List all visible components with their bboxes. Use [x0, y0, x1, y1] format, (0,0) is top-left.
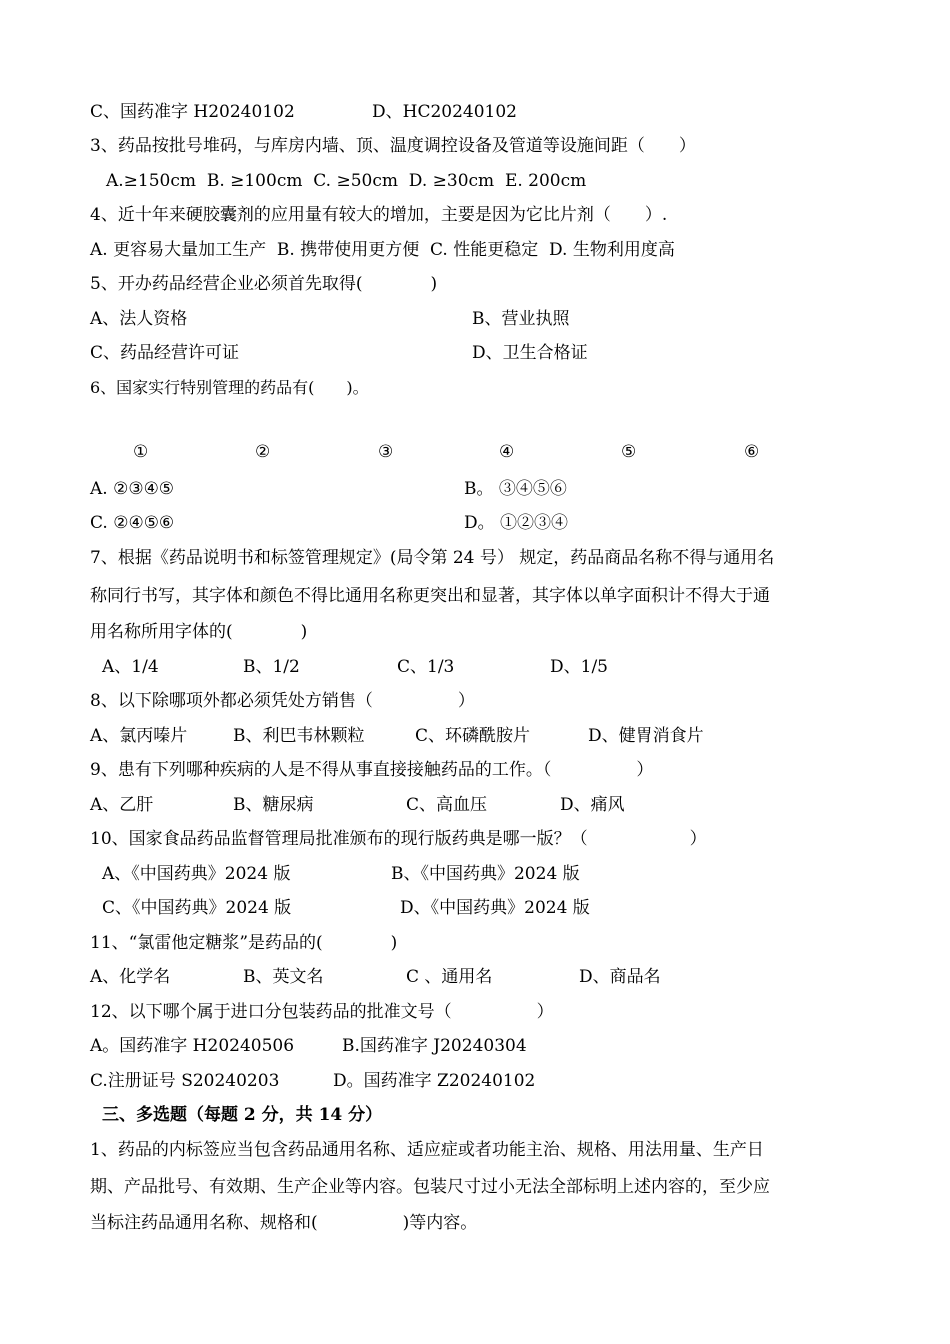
multi-question-1-line-1: 1、药品的内标签应当包含药品通用名称、适应症或者功能主治、规格、用法用量、生产日 [90, 1140, 764, 1160]
question-11-option-b: B、英文名 [243, 967, 324, 987]
question-10-option-a: A、《中国药典》2024 版 [102, 864, 291, 884]
question-9-option-a: A、乙肝 [90, 795, 154, 815]
question-8-option-c: C、环磷酰胺片 [415, 726, 531, 746]
question-6-item-4: ④ [499, 442, 515, 462]
question-6-item-1: ① [133, 442, 149, 462]
question-8: 8、以下除哪项外都必须凭处方销售（ ） [90, 691, 475, 711]
question-6-option-b: B。 ③④⑤⑥ [464, 479, 567, 499]
question-5-option-c: C、药品经营许可证 [90, 343, 240, 363]
question-6: 6、国家实行特别管理的药品有( )。 [90, 378, 369, 397]
question-6-option-d: D。 ①②③④ [464, 513, 569, 533]
question-6-option-a: A. ②③④⑤ [90, 479, 175, 499]
question-12-option-d: D。国药准字 Z20240102 [333, 1071, 536, 1091]
question-3: 3、药品按批号堆码，与库房内墙、顶、温度调控设备及管道等设施间距（ ） [90, 136, 696, 156]
question-6-item-6: ⑥ [744, 442, 760, 462]
question-12-option-c: C.注册证号 S20240203 [90, 1071, 280, 1091]
question-11: 11、“氯雷他定糖浆”是药品的( ) [90, 933, 398, 953]
question-7-line-3: 用名称所用字体的( ) [90, 622, 308, 642]
question-4: 4、近十年来硬胶囊剂的应用量有较大的增加，主要是因为它比片剂（ ）. [90, 205, 668, 225]
question-12-option-b: B.国药准字 J20240304 [342, 1036, 527, 1056]
question-8-option-b: B、利巴韦林颗粒 [233, 726, 365, 746]
question-7-line-2: 称同行书写，其字体和颜色不得比通用名称更突出和显著，其字体以单字面积计不得大于通 [90, 586, 770, 606]
question-4-options: A. 更容易大量加工生产 B. 携带使用更方便 C. 性能更稳定 D. 生物利用度高 [90, 240, 675, 260]
question-12: 12、以下哪个属于进口分包装药品的批准文号（ ） [90, 1002, 554, 1022]
question-9-option-d: D、痛风 [560, 795, 625, 815]
question-12-option-a: A。国药准字 H20240506 [90, 1036, 295, 1056]
question-6-option-c: C. ②④⑤⑥ [90, 513, 175, 533]
question-9-option-c: C、高血压 [406, 795, 488, 815]
option-d: D、HC20240102 [372, 102, 517, 122]
question-9-option-b: B、糖尿病 [233, 795, 314, 815]
question-9: 9、患有下列哪种疾病的人是不得从事直接接触药品的工作。（ ） [90, 760, 654, 780]
question-7-option-d: D、1/5 [550, 657, 608, 677]
question-11-option-c: C 、通用名 [406, 967, 493, 987]
question-11-option-d: D、商品名 [579, 967, 661, 987]
question-6-item-2: ② [255, 442, 271, 462]
multi-question-1-line-3: 当标注药品通用名称、规格和( )等内容。 [90, 1213, 478, 1233]
question-7-option-b: B、1/2 [243, 657, 300, 677]
multi-question-1-line-2: 期、产品批号、有效期、生产企业等内容。包装尺寸过小无法全部标明上述内容的，至少应 [90, 1177, 770, 1197]
question-6-item-3: ③ [378, 442, 394, 462]
question-3-options: A.≥150cm B. ≥100cm C. ≥50cm D. ≥30cm E. 200cm [106, 171, 587, 191]
question-8-option-a: A、氯丙嗪片 [90, 726, 188, 746]
question-5-option-b: B、营业执照 [472, 309, 570, 329]
question-5: 5、开办药品经营企业必须首先取得( ) [90, 274, 438, 294]
question-10: 10、国家食品药品监督管理局批准颁布的现行版药典是哪一版？（ ） [90, 829, 707, 849]
question-11-option-a: A、化学名 [90, 967, 171, 987]
question-7-option-a: A、1/4 [102, 657, 159, 677]
question-7-line-1: 7、根据《药品说明书和标签管理规定》(局令第 24 号） 规定，药品商品名称不得与通用名 [90, 548, 775, 568]
question-10-option-b: B、《中国药典》2024 版 [391, 864, 580, 884]
question-6-item-5: ⑤ [621, 442, 637, 462]
question-10-option-c: C、《中国药典》2024 版 [102, 898, 292, 918]
question-7-option-c: C、1/3 [397, 657, 455, 677]
option-c: C、国药准字 H20240102 [90, 102, 295, 122]
question-5-option-d: D、卫生合格证 [472, 343, 588, 363]
question-10-option-d: D、《中国药典》2024 版 [400, 898, 590, 918]
question-5-option-a: A、法人资格 [90, 309, 188, 329]
section-heading-multiple-choice: 三、多选题（每题 2 分，共 14 分） [102, 1105, 383, 1125]
question-8-option-d: D、健胃消食片 [588, 726, 704, 746]
